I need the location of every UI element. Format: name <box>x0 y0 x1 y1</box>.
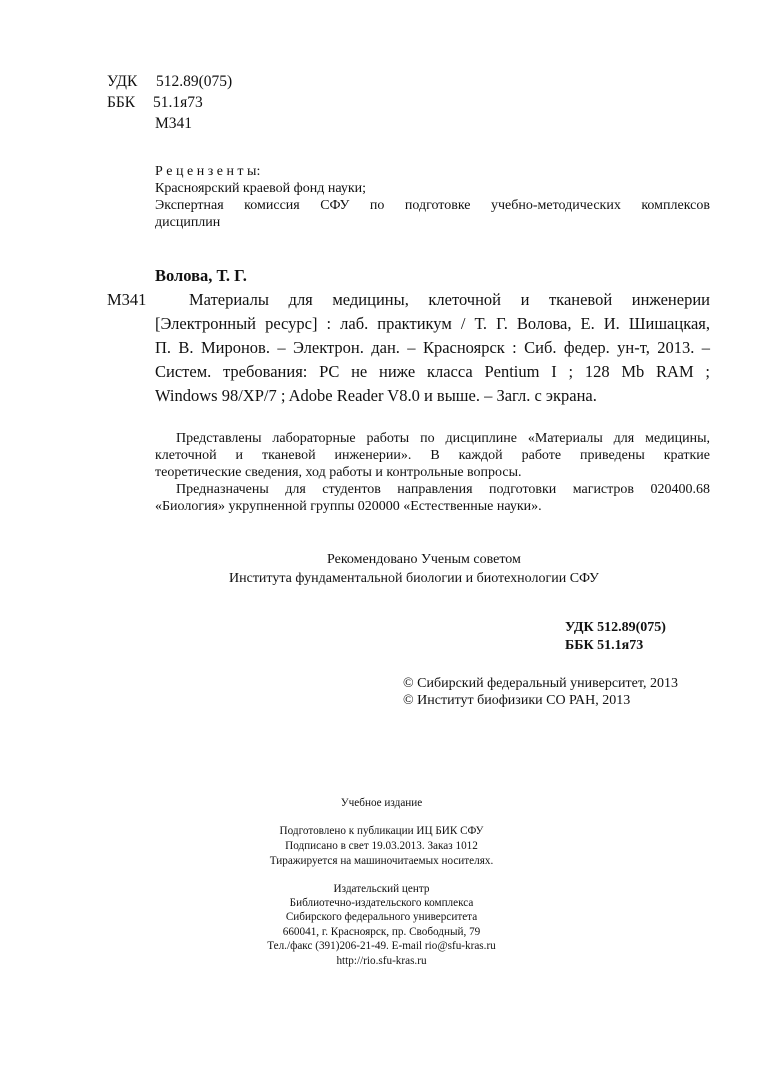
bib-line: Материалы для медицины, клеточной и тканевой инженерии <box>189 290 710 309</box>
publisher-url[interactable]: http://rio.sfu-kras.ru <box>336 955 427 967</box>
publisher-line: Тел./факс (391)206-21-49. E-mail rio@sfu-kras.ru <box>267 940 496 952</box>
imprint-prep-line: Подписано в свет 19.03.2013. Заказ 1012 <box>285 840 478 852</box>
bib-line: [Электронный ресурс] : лаб. практикум / Т. Г. Волова, Е. И. Шишацкая, <box>155 314 710 333</box>
reviewer-line: Экспертная комиссия СФУ по подготовке учебно-методических комплексов <box>155 198 710 213</box>
bib-line: Систем. требования: PC не ниже класса Pentium I ; 128 Mb RAM ; <box>155 362 710 381</box>
annotation-line: Предназначены для студентов направления подготовки магистров 020400.68 <box>176 482 710 497</box>
publisher-line: Сибирского федерального университета <box>285 911 478 923</box>
udk-value: 512.89(075) <box>156 73 233 90</box>
reviewers-heading: Р е ц е н з е н т ы: <box>155 164 261 179</box>
copyright-line: © Сибирский федеральный университет, 2013 <box>403 676 678 691</box>
reviewer-line: Красноярский краевой фонд науки; <box>155 181 367 196</box>
annotation-line: клеточной и тканевой инженерии». В каждой работе приведены краткие <box>155 448 710 463</box>
reviewer-line: дисциплин <box>155 215 221 230</box>
copyright-line: © Институт биофизики СО РАН, 2013 <box>403 693 631 708</box>
author-mark: М341 <box>155 115 193 132</box>
publisher-line: Издательский центр <box>333 883 430 895</box>
recommendation-line: Рекомендовано Ученым советом <box>327 552 521 567</box>
annotation-line: Представлены лабораторные работы по дисциплине «Материалы для медицины, <box>176 431 710 446</box>
bbk-code: ББК 51.1я73 <box>565 638 644 653</box>
udk-label: УДК <box>107 73 138 90</box>
bib-line: П. В. Миронов. – Электрон. дан. – Красноярск : Сиб. федер. ун-т, 2013. – <box>155 338 710 357</box>
bbk-value: 51.1я73 <box>153 94 203 111</box>
publisher-line: 660041, г. Красноярск, пр. Свободный, 79 <box>282 926 481 938</box>
edition-type: Учебное издание <box>340 797 423 809</box>
bib-mark: М341 <box>107 290 147 309</box>
bib-author: Волова, Т. Г. <box>155 266 247 285</box>
bbk-label: ББК <box>107 94 136 111</box>
imprint-prep-line: Тиражируется на машиночитаемых носителях. <box>269 855 494 867</box>
bib-line: Windows 98/XP/7 ; Adobe Reader V8.0 и выше. – Загл. с экрана. <box>155 386 597 405</box>
annotation-line: «Биология» укрупненной группы 020000 «Естественные науки». <box>155 499 542 514</box>
recommendation-line: Института фундаментальной биологии и биотехнологии СФУ <box>229 571 599 586</box>
publisher-line: Библиотечно-издательского комплекса <box>289 897 474 909</box>
imprint-prep-line: Подготовлено к публикации ИЦ БИК СФУ <box>279 825 484 837</box>
annotation-line: теоретические сведения, ход работы и контрольные вопросы. <box>155 465 522 480</box>
udk-code: УДК 512.89(075) <box>565 620 666 635</box>
